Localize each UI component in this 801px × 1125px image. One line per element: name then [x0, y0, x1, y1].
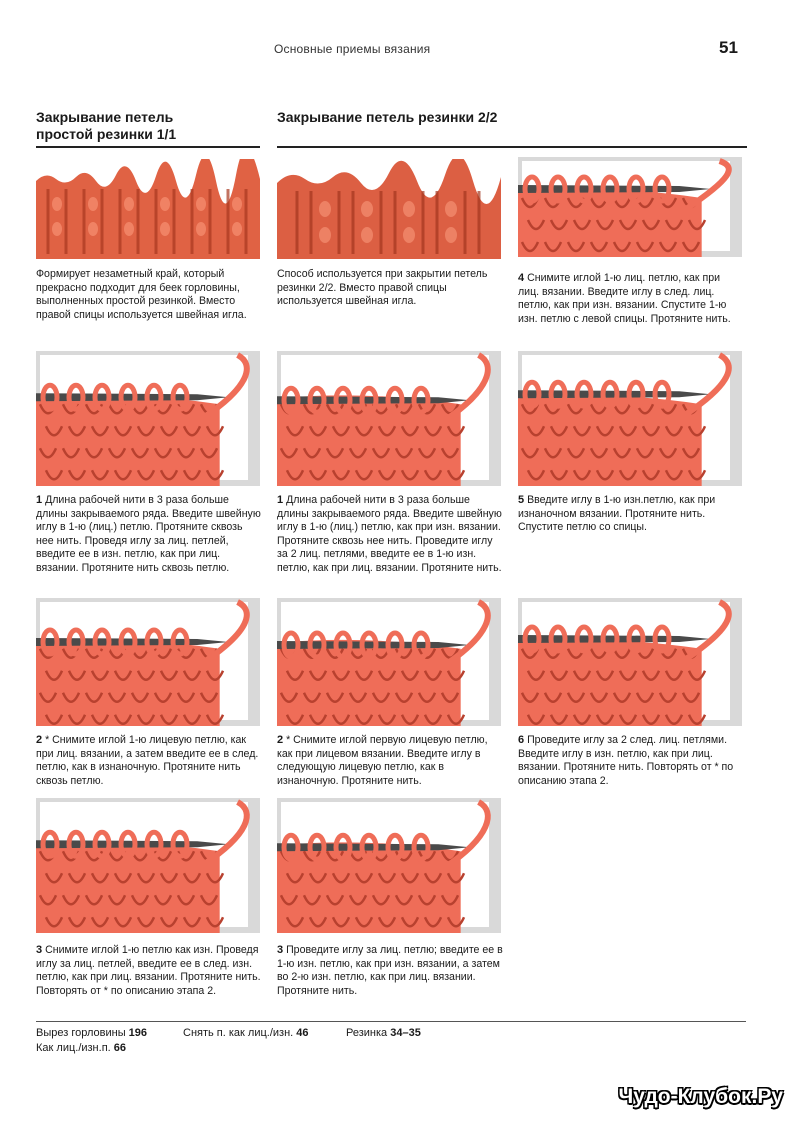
step-number: 1	[277, 494, 284, 506]
cross-ref-knitwise-purlwise[interactable]	[36, 1042, 126, 1054]
step-caption-r5	[518, 494, 744, 535]
step-caption-l3	[36, 944, 262, 998]
cross-ref-ribbing[interactable]	[346, 1027, 421, 1039]
swatch-photo-1x1	[36, 159, 260, 259]
step-photo-r6	[518, 598, 742, 726]
intro-text-1x1: Формирует незаметный край, который прекрасно подходит для беек горловины, выполненных простой резинкой. Вместо правой спицы используется швейная игла.	[36, 268, 247, 321]
step-number: 2	[277, 734, 284, 746]
cross-ref-neckline[interactable]	[36, 1027, 147, 1039]
step-number: 4	[518, 272, 525, 284]
step-photo-m2	[277, 598, 501, 726]
cross-ref-label: Резинка	[346, 1027, 391, 1039]
step-text: Введите иглу в 1-ю изн.петлю, как при изнаночном вязании. Протяните нить. Спустите петлю со спицы.	[518, 494, 716, 534]
section-title-line1: Закрывание петель	[36, 109, 174, 125]
step-caption-l1	[36, 494, 262, 576]
step-number: 3	[277, 944, 284, 956]
step-number: 6	[518, 734, 525, 746]
intro-text-2x2: Способ используется при закрытии петель резинки 2/2. Вместо правой спицы используется швейная игла.	[277, 268, 488, 308]
step-number: 5	[518, 494, 525, 506]
cross-ref-page: 66	[113, 1042, 127, 1054]
step-caption-m3	[277, 944, 503, 998]
step-photo-m3	[277, 798, 501, 933]
section-title-rib-2x2: Закрывание петель резинки 2/2	[277, 109, 498, 125]
cross-ref-page: 46	[296, 1027, 309, 1039]
step-number: 3	[36, 944, 43, 956]
step-caption-m1	[277, 494, 503, 576]
section-rule	[36, 146, 260, 148]
step-text: * Снимите иглой 1-ю лицевую петлю, как при лиц. вязании, а затем введите ее в след. петлю, как в изнаночную. Протяните нить сквозь петлю.	[36, 734, 259, 787]
running-header: Основные приемы вязания	[274, 42, 431, 56]
cross-ref-page: 196	[128, 1027, 148, 1039]
page-number: 51	[719, 38, 738, 57]
cross-ref-label: Снять п. как лиц./изн.	[183, 1027, 297, 1039]
step-photo-r5	[518, 351, 742, 486]
step-text: Длина рабочей нити в 3 раза больше длины закрываемого ряда. Введите швейную иглу в 1-ю (лиц.) петлю, как при изн. вязании. Протяните сквозь нее нить. Проведите иглу за 2 лиц. петлями, введите ее в 1-ю изн. петлю, как при лиц. вязании. Протяните нить.	[277, 494, 502, 574]
swatch-photo-2x2	[277, 159, 501, 259]
step-caption-l2	[36, 734, 262, 788]
watermark-logo: Чудо-Клубок.Ру	[618, 1085, 783, 1108]
cross-ref-page: 34–35	[390, 1027, 421, 1039]
step-number: 1	[36, 494, 43, 506]
step-caption-m2	[277, 734, 503, 788]
step-photo-l1	[36, 351, 260, 486]
step-text: Проведите иглу за лиц. петлю; введите ее в 1-ю изн. петлю, как при изн. вязании, а затем во 2-ю изн. петлю, как при лиц. вязании. Протяните нить.	[277, 944, 503, 997]
step-caption-r4	[518, 272, 744, 326]
cross-ref-slip-stitch[interactable]	[183, 1027, 309, 1039]
section-title-line2: простой резинки 1/1	[36, 126, 177, 142]
step-photo-l2	[36, 598, 260, 726]
step-text: Длина рабочей нити в 3 раза больше длины закрываемого ряда. Введите швейную иглу в 1-ю (лиц.) петлю. Протяните сквозь нее нить. Проведя иглу за лиц. петлей, введите ее в изн. петлю, как при лиц. вязании. Протяните нить сквозь петлю.	[36, 494, 261, 574]
step-text: Проведите иглу за 2 след. лиц. петлями. Введите иглу в изн. петлю, как при лиц. вязании. Протяните нить. Повторять от * по описанию этапа 2.	[518, 734, 734, 787]
step-caption-r6	[518, 734, 744, 788]
step-text: * Снимите иглой первую лицевую петлю, как при лицевом вязании. Введите иглу в следующую лицевую петлю, как в изнаночную. Протяните нить.	[277, 734, 488, 787]
step-text: Снимите иглой 1-ю петлю как изн. Проведя иглу за лиц. петлей, введите ее в след. изн. петлю, как при лиц. вязании. Протяните нить. Повторять от * по описанию этапа 2.	[36, 944, 261, 997]
section-rule	[277, 146, 747, 148]
step-number: 2	[36, 734, 43, 746]
step-text: Снимите иглой 1-ю лиц. петлю, как при лиц. вязании. Введите иглу в след. лиц. петлю, как при изн. вязании. Спустите 1-ю изн. петлю с левой спицы. Протяните нить.	[518, 272, 731, 325]
step-photo-r4	[518, 157, 742, 257]
step-photo-m1	[277, 351, 501, 486]
footer-rule	[36, 1021, 746, 1022]
section-title-rib-1x1	[36, 109, 261, 143]
cross-ref-label: Как лиц./изн.п.	[36, 1042, 114, 1054]
step-photo-l3	[36, 798, 260, 933]
cross-ref-label: Вырез горловины	[36, 1027, 129, 1039]
